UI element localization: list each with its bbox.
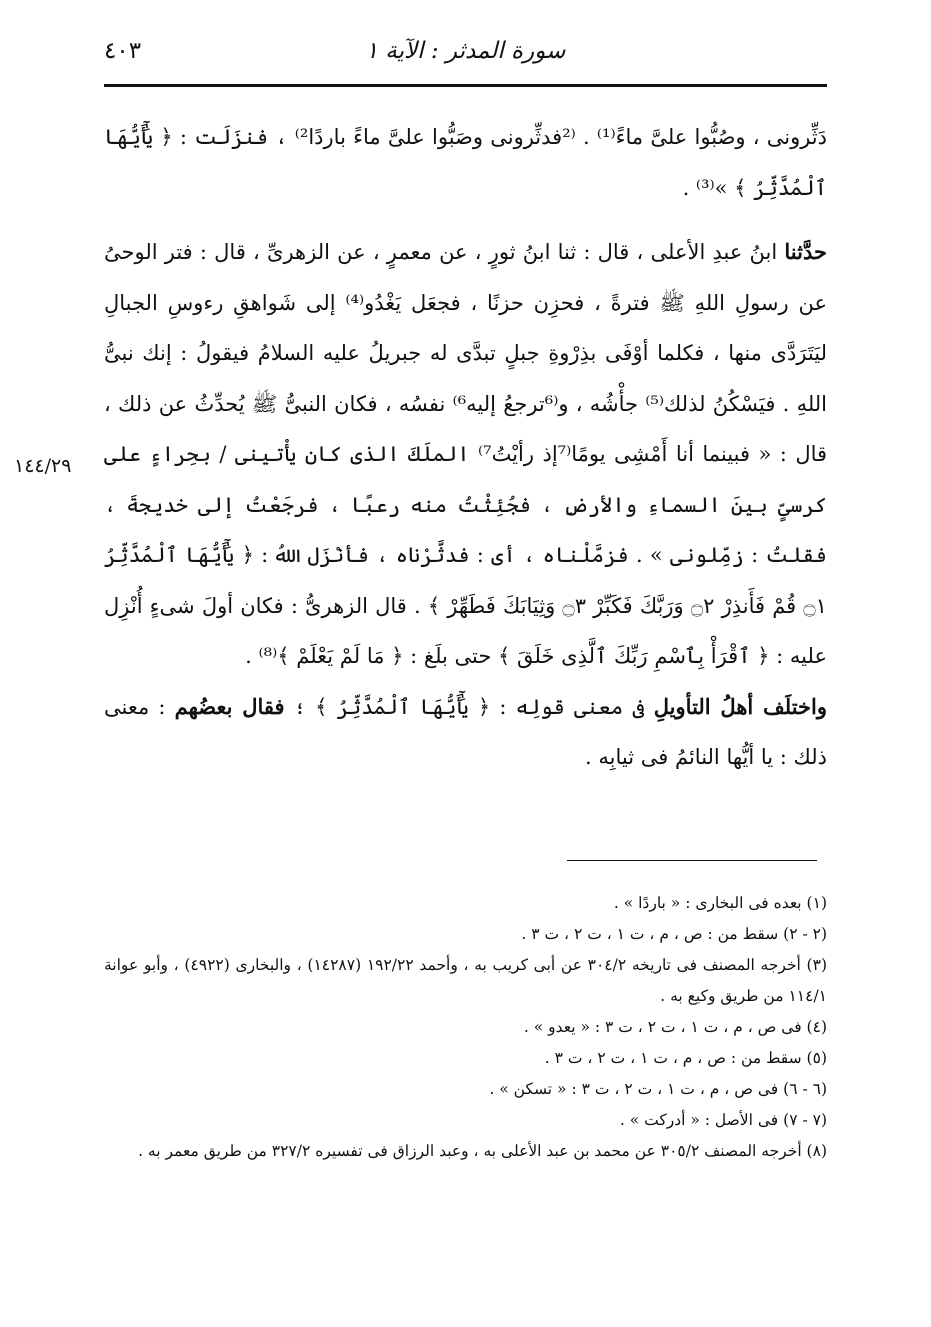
footnote: (٧ - ٧) فى الأصل : « أدركت » . — [619, 1111, 827, 1129]
paragraph-3 — [104, 682, 827, 783]
paragraph-1: دَثِّرونى ، وصُبُّوا علىَّ ماءً⁽¹⁾ . ⁽²فدثِّرونى وصَبُّوا علىَّ ماءً باردًا²⁾ ، فنزَلَت : ﴿ يَٰٓأَيُّهَا ٱلْمُدَّثِّرُ ﴾ »⁽³⁾ . — [104, 125, 827, 200]
paragraph-3-lead-2: فقال بعضُهم — [174, 693, 285, 719]
footnote: (٣) أخرجه المصنف فى تاريخه ٣٠٤/٢ عن أبى كريب به ، وأحمد ١٩٢/٢٢ (١٤٢٨٧) ، والبخارى (٤٩٢٢) ، وأبو عوانة ١١٤/١ من طريق وكيع به . — [104, 956, 827, 1005]
footnotes — [104, 888, 827, 1167]
running-title: سورة المدثر : الآية ١ — [365, 38, 566, 64]
paragraph-3-end: : معنى ذلك : يا أيُّها النائمُ فى ثيابِه . — [104, 694, 827, 769]
footnote: (٦ - ٦) فى ص ، م ، ت ١ ، ت ٢ ، ت ٣ : « تسكن » . — [489, 1080, 827, 1098]
footnote: (١) بعده فى البخارى : « باردًا » . — [613, 894, 827, 912]
paragraph-3-lead: واختلَف أهلُ التأويلِ — [653, 693, 827, 719]
paragraph-3-mid: فى معنى قولِه : ﴿ يَٰٓأَيُّهَا ٱلْمُدَّثِّرُ ﴾ ؛ — [284, 694, 654, 719]
paragraph-gap — [104, 213, 827, 227]
footnote-rule — [567, 860, 817, 861]
page-number: ٤٠٣ — [104, 38, 142, 64]
paragraph-2-text: ابنُ عبدِ الأعلى ، قال : ثنا ابنُ ثورٍ ، عن معمرٍ ، عن الزهرىِّ ، قال : فتر الوحىُ عن رسولِ اللهِ ﷺ فترةً ، فحزِن حزنًا ، فجعَل يَغْدُو⁽⁴⁾ إلى شَواهقِ رءوسِ الجبالِ ليَتَرَدَّى منها ، فكلما أوْفَى بذِرْوةِ جبلٍ تبدَّى له جبريلُ عليه السلامُ فيقولُ : إنك نبىُّ اللهِ . فيَسْكُنُ لذلك⁽⁵⁾ جأْشُه ، و⁽⁶ترجعُ إليه⁶⁾ نفسُه ، فكان النبىُّ ﷺ يُحدِّثُ عن ذلك ، قال : « فبينما أنا أَمْشِى يومًا⁽⁷إذ رأيْتُ⁷⁾ الملَكَ الذى كان يأْتينى / بحِراءٍ على كرسىٍّ بينَ السماءِ والأرضِ ، فجُئِثْتُ منه رعبًا ، فرجَعْتُ إلى خديجةَ ، فقلتُ : زمِّلونى » . فزمَّلْناه ، أى : فدثَّرْناه ، فأنْزَل اللهُ : ﴿ يَٰٓأَيُّهَا ٱلْمُدَّثِّرُ ۝١ قُمْ فَأَنذِرْ ۝٢ وَرَبَّكَ فَكَبِّرْ ۝٣ وَثِيَابَكَ فَطَهِّرْ ﴾ . قال الزهرىُّ : فكان أولَ شىءٍ أُنْزِل عليه : ﴿ ٱقْرَأْ بِٱسْمِ رَبِّكَ ٱلَّذِى خَلَقَ ﴾ حتى بلَغ : ﴿ مَا لَمْ يَعْلَمْ ﴾⁽⁸⁾ . — [104, 240, 828, 668]
page-header — [104, 34, 827, 74]
paragraph-2-lead: حدَّثنا — [784, 239, 827, 264]
footnote: (٢ - ٢) سقط من : ص ، م ، ت ١ ، ت ٢ ، ت ٣ . — [521, 925, 827, 943]
footnote: (٥) سقط من : ص ، م ، ت ١ ، ت ٢ ، ت ٣ . — [544, 1049, 827, 1067]
main-text — [104, 112, 827, 783]
margin-reference: ١٤٤/٢٩ — [14, 455, 72, 477]
header-rule — [104, 84, 827, 87]
paragraph-2 — [104, 227, 827, 682]
footnote: (٤) فى ص ، م ، ت ١ ، ت ٢ ، ت ٣ : « يعدو » . — [523, 1018, 827, 1036]
footnote: (٨) أخرجه المصنف ٣٠٥/٢ عن محمد بن عبد الأعلى به ، وعبد الرزاق فى تفسيره ٣٢٧/٢ من طريق معمر به . — [138, 1142, 827, 1160]
